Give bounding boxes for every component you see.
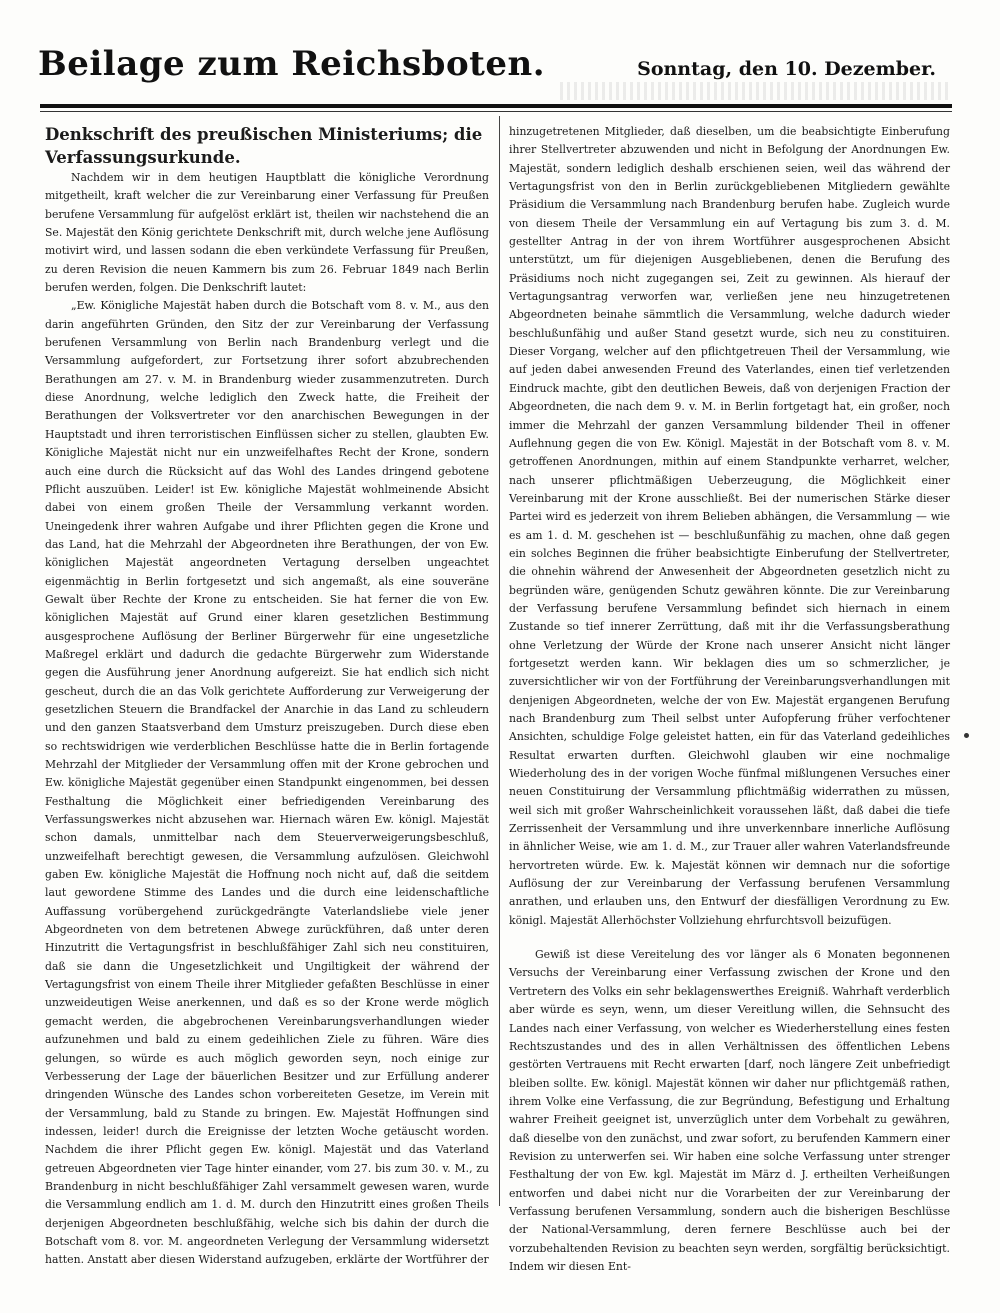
left-paragraph-memorandum: „Ew. Königliche Majestät haben durch die Botschaft vom 8. v. M., aus den darin angeführten Gründen, den Sitz der zur Vereinbarung der Verfassung berufenen Versammlung von Berlin nach Brandenburg verlegt und die Versammlung aufgefordert, zur Fortsetzung ihrer sofort abzubrechenden Berathungen am 27. v. M. in Brandenburg wieder zusammenzutreten. Durch diese Anordnung, welche lediglich den Zweck hatte, die Freiheit der Berathungen der Volksvertreter vor den anarchischen Bewegungen in der Hauptstadt und ihren terroristischen Einflüssen sicher zu stellen, glaubten Ew. Königliche Majestät nicht nur ein unzweifelhaftes Recht der Krone, sondern auch eine durch die Rücksicht auf das Wohl des Landes dringend gebotene Pflicht auszuüben. Leider! ist Ew. königliche Majestät wohlmeinende Absicht dabei von einem großen Theile der Versammlung verkannt worden. Uneingedenk ihrer wahren Aufgabe und ihrer Pflichten gegen die Krone und das Land, hat die Mehrzahl der Abgeordneten ihre Berathungen, der von Ew. königlichen Majestät angeordneten Vertagung derselben ungeachtet eigenmächtig in Berlin fortgesetzt und sich angemaßt, als eine souveräne Gewalt über Rechte der Krone zu entscheiden. Sie hat ferner die von Ew. königlichen Majestät auf Grund einer klaren gesetzlichen Bestimmung ausgesprochene Auflösung der Berliner Bürgerwehr für eine ungesetzliche Maßregel erklärt und dadurch die gedachte Bürgerwehr zum Widerstande gegen die Ausführung jener Anordnung aufgereizt. Sie hat endlich sich nicht gescheut, durch die an das Volk gerichtete Aufforderung zur Verweigerung der gesetzlichen Steuern die Brandfackel der Anarchie in das Land zu schleudern und den ganzen Staatsverband dem Umsturz preiszugeben. Durch diese eben so rechtswidrigen wie verderblichen Beschlüsse hatte die in Berlin fortagende Mehrzahl der Mitglieder der Versammlung offen mit der Krone gebrochen und Ew. königliche Majestät gegenüber einen Standpunkt eingenommen, bei dessen Festhaltung die Möglichkeit einer befriedigenden Vereinbarung des Verfassungswerkes nicht abzusehen war. Hiernach wären Ew. königl. Majestät schon damals, unmittelbar nach dem Steuerverweigerungsbeschluß, unzweifelhaft berechtigt gewesen, die Versammlung aufzulösen. Gleichwohl gaben Ew. königliche Majestät die Hoffnung noch nicht auf, daß die seitdem laut gewordene Stimme des Landes und die durch eine leidenschaftliche Auffassung vorübergehend zurückgedrängte Vaterlandsliebe viele jener Abgeordneten von dem betretenen Abwege zurückführen, daß unter deren Hinzutritt die Vertagungsfrist in beschlußfähiger Zahl sich neu constituiren, daß sie dann die Ungesetzlichkeit und Ungiltigkeit der während der Vertagungsfrist von einem Theile ihrer Mitglieder gefaßten Beschlüsse in einer unzweideutigen Weise anerkennen, und daß es so der Krone werde möglich gemacht werden, die abgebrochenen Vereinbarungsverhandlungen wieder aufzunehmen und bald zu einem gedeihlichen Ziele zu führen. Wäre dies gelungen, so würde es auch möglich geworden seyn, noch einige zur Verbesserung der Lage der bäuerlichen Besitzer und zur Erfüllung anderer dringenden Wünsche des Landes schon vorbereiteten Gesetze, im Verein mit der Versammlung, bald zu Stande zu bringen. Ew. Majestät Hoffnungen sind indessen, leider! durch die Ereignisse der letzten Woche getäuscht worden. Nachdem die ihrer Pflicht gegen Ew. königl. Majestät und das Vaterland getreuen Abgeordneten vier Tage hinter einander, vom 27. bis zum 30. v. M., zu Brandenburg in nicht beschlußfähiger Zahl versammelt gewesen waren, wurde die Versammlung endlich am 1. d. M. durch den Hinzutritt eines großen Theils derjenigen Abgeordneten beschlußfähig, welche sich bis dahin der durch die Botschaft vom 8. vor. M. angeordneten Verlegung der Versammlung widersetzt hatten. Anstatt aber diesen Widerstand aufzugeben, erklärte der Wortführer der [45,299,489,1267]
right-column [509,123,950,1276]
right-paragraph-continuation: hinzugetretenen Mitglieder, daß dieselben, um die beabsichtigte Einberufung ihrer Stellvertreter abzuwenden und nicht in Befolgung der Anordnungen Ew. Majestät, sondern lediglich deshalb erschienen seien, weil das während der Vertagungsfrist von den in Berlin zurückgebliebenen Mitgliedern gewählte Präsidium die Versammlung nach Brandenburg berufen habe. Zugleich wurde von diesem Theile der Versammlung ein auf Vertagung bis zum 3. d. M. gestellter Antrag in der von ihrem Wortführer ausgesprochenen Absicht unterstützt, um für diejenigen Ausgebliebenen, denen die Berufung des Präsidiums noch nicht zugegangen sei, Zeit zu gewinnen. Als hierauf der Vertagungsantrag verworfen war, verließen jene neu hinzugetretenen Abgeordneten beinahe sämmtlich die Versammlung, welche dadurch wieder beschlußunfähig und außer Stand gesetzt wurde, sich neu zu constituiren. Dieser Vorgang, welcher auf den pflichtgetreuen Theil der Versammlung, wie auf jeden dabei anwesenden Freund des Vaterlandes, einen tief verletzenden Eindruck machte, gibt den deutlichen Beweis, daß von derjenigen Fraction der Abgeordneten, die nach dem 9. v. M. in Berlin fortgetagt hat, ein großer, noch immer die Mehrzahl der ganzen Versammlung bildender Theil in offener Auflehnung gegen die von Ew. Königl. Majestät in der Botschaft vom 8. v. M. getroffenen Anordnungen, mithin auf einem Standpunkte verharret, welcher, nach unserer pflichtmäßigen Ueberzeugung, die Möglichkeit einer Vereinbarung mit der Krone ausschließt. Bei der numerischen Stärke dieser Partei wird es jederzeit von ihrem Belieben abhängen, die Versammlung — wie es am 1. d. M. geschehen ist — beschlußunfähig zu machen, ohne daß gegen ein solches Beginnen die früher beabsichtigte Einberufung der Stellvertreter, die ohnehin während der Anwesenheit der Abgeordneten gesetzlich nicht zu begründen wäre, genügenden Schutz gewähren könnte. Die zur Vereinbarung der Verfassung berufene Versammlung befindet sich hiernach in einem Zustande so tief innerer Zerrüttung, daß mit ihr die Verfassungsberathung ohne Verletzung der Würde der Krone nach unserer Ansicht nicht länger fortgesetzt werden kann. Wir beklagen dies um so schmerzlicher, je zuversichtlicher wir von der Fortführung der Vereinbarungsverhandlungen mit denjenigen Abgeordneten, welche der von Ew. Majestät ergangenen Berufung nach Brandenburg zum Theil selbst unter Aufopferung früher verfochtener Ansichten, schuldige Folge geleistet hatten, ein für das Vaterland gedeihliches Resultat erwarten durften. Gleichwohl glauben wir eine nochmalige Wiederholung des in der vorigen Woche fünfmal mißlungenen Versuches einer neuen Constituirung der Versammlung pflichtmäßig widerrathen zu müssen, weil sich mit großer Wahrscheinlichkeit voraussehen läßt, daß dabei die tiefe Zerrissenheit der Versammlung und ihre unverkennbare innerliche Auflösung in ähnlicher Weise, wie am 1. d. M., zur Trauer aller wahren Vaterlandsfreunde hervortreten würde. Ew. k. Majestät können wir demnach nur die sofortige Auflösung der zur Vereinbarung der Verfassung berufenen Versammlung anrathen, und erlauben uns, den Entwurf der diesfälligen Verordnung zu Ew. königl. Majestät Allerhöchster Vollziehung ehrfurchtsvoll beizufügen. [509,125,950,927]
issue-date: Sonntag, den 10. Dezember. [637,58,936,80]
masthead-rule-thick [40,104,952,108]
margin-ink-dot [964,733,969,738]
masthead-title: Beilage zum Reichsboten. [38,44,546,84]
left-paragraph-intro: Nachdem wir in dem heutigen Hauptblatt die königliche Verordnung mitgetheilt, kraft welcher die zur Vereinbarung einer Verfassung für Preußen berufene Versammlung für aufgelöst erklärt ist, theilen wir nachstehend die an Se. Majestät den König gerichtete Denkschrift mit, durch welche jene Auflösung motivirt wird, und lassen sodann die eben verkündete Verfassung für Preußen, zu deren Revision die neuen Kammern bis zum 26. Februar 1849 nach Berlin berufen werden, folgen. Die Denkschrift lautet: [45,171,489,295]
masthead-rule-thin [40,111,952,112]
left-column [45,123,489,1270]
column-divider [499,116,500,1206]
article-title: Denkschrift des preußischen Ministeriums; die Verfassungsurkunde. [45,125,483,167]
show-through-ink [560,82,950,100]
right-paragraph-constitution: Gewiß ist diese Vereitelung des vor länger als 6 Monaten begonnenen Versuchs der Vereinbarung einer Verfassung zwischen der Krone und den Vertretern des Volks ein sehr beklagenswerthes Ereigniß. Wahrhaft verderblich aber würde es seyn, wenn, um dieser Vereitlung willen, die Sehnsucht des Landes nach einer Verfassung, von welcher es Wiederherstellung eines festen Rechtszustandes und des in allen Verhältnissen des öffentlichen Lebens gestörten Vertrauens mit Recht erwarten [darf, noch längere Zeit unbefriedigt bleiben sollte. Ew. königl. Majestät können wir daher nur pflichtgemäß rathen, ihrem Volke eine Verfassung, die zur Begründung, Befestigung und Erhaltung wahrer Freiheit geeignet ist, unverzüglich unter dem Vorbehalt zu gewähren, daß dieselbe von den zunächst, und zwar sofort, zu berufenden Kammern einer Revision zu unterwerfen sei. Wir haben eine solche Verfassung unter strenger Festhaltung der von Ew. kgl. Majestät im März d. J. ertheilten Verheißungen entworfen und dabei nicht nur die Vorarbeiten der zur Vereinbarung der Verfassung berufenen Versammlung, sondern auch die bisherigen Beschlüsse der National-Versammlung, deren fernere Beschlüsse auch bei der vorzubehaltenden Revision zu beachten seyn werden, sorgfältig berücksichtigt. Indem wir diesen Ent- [509,948,950,1273]
